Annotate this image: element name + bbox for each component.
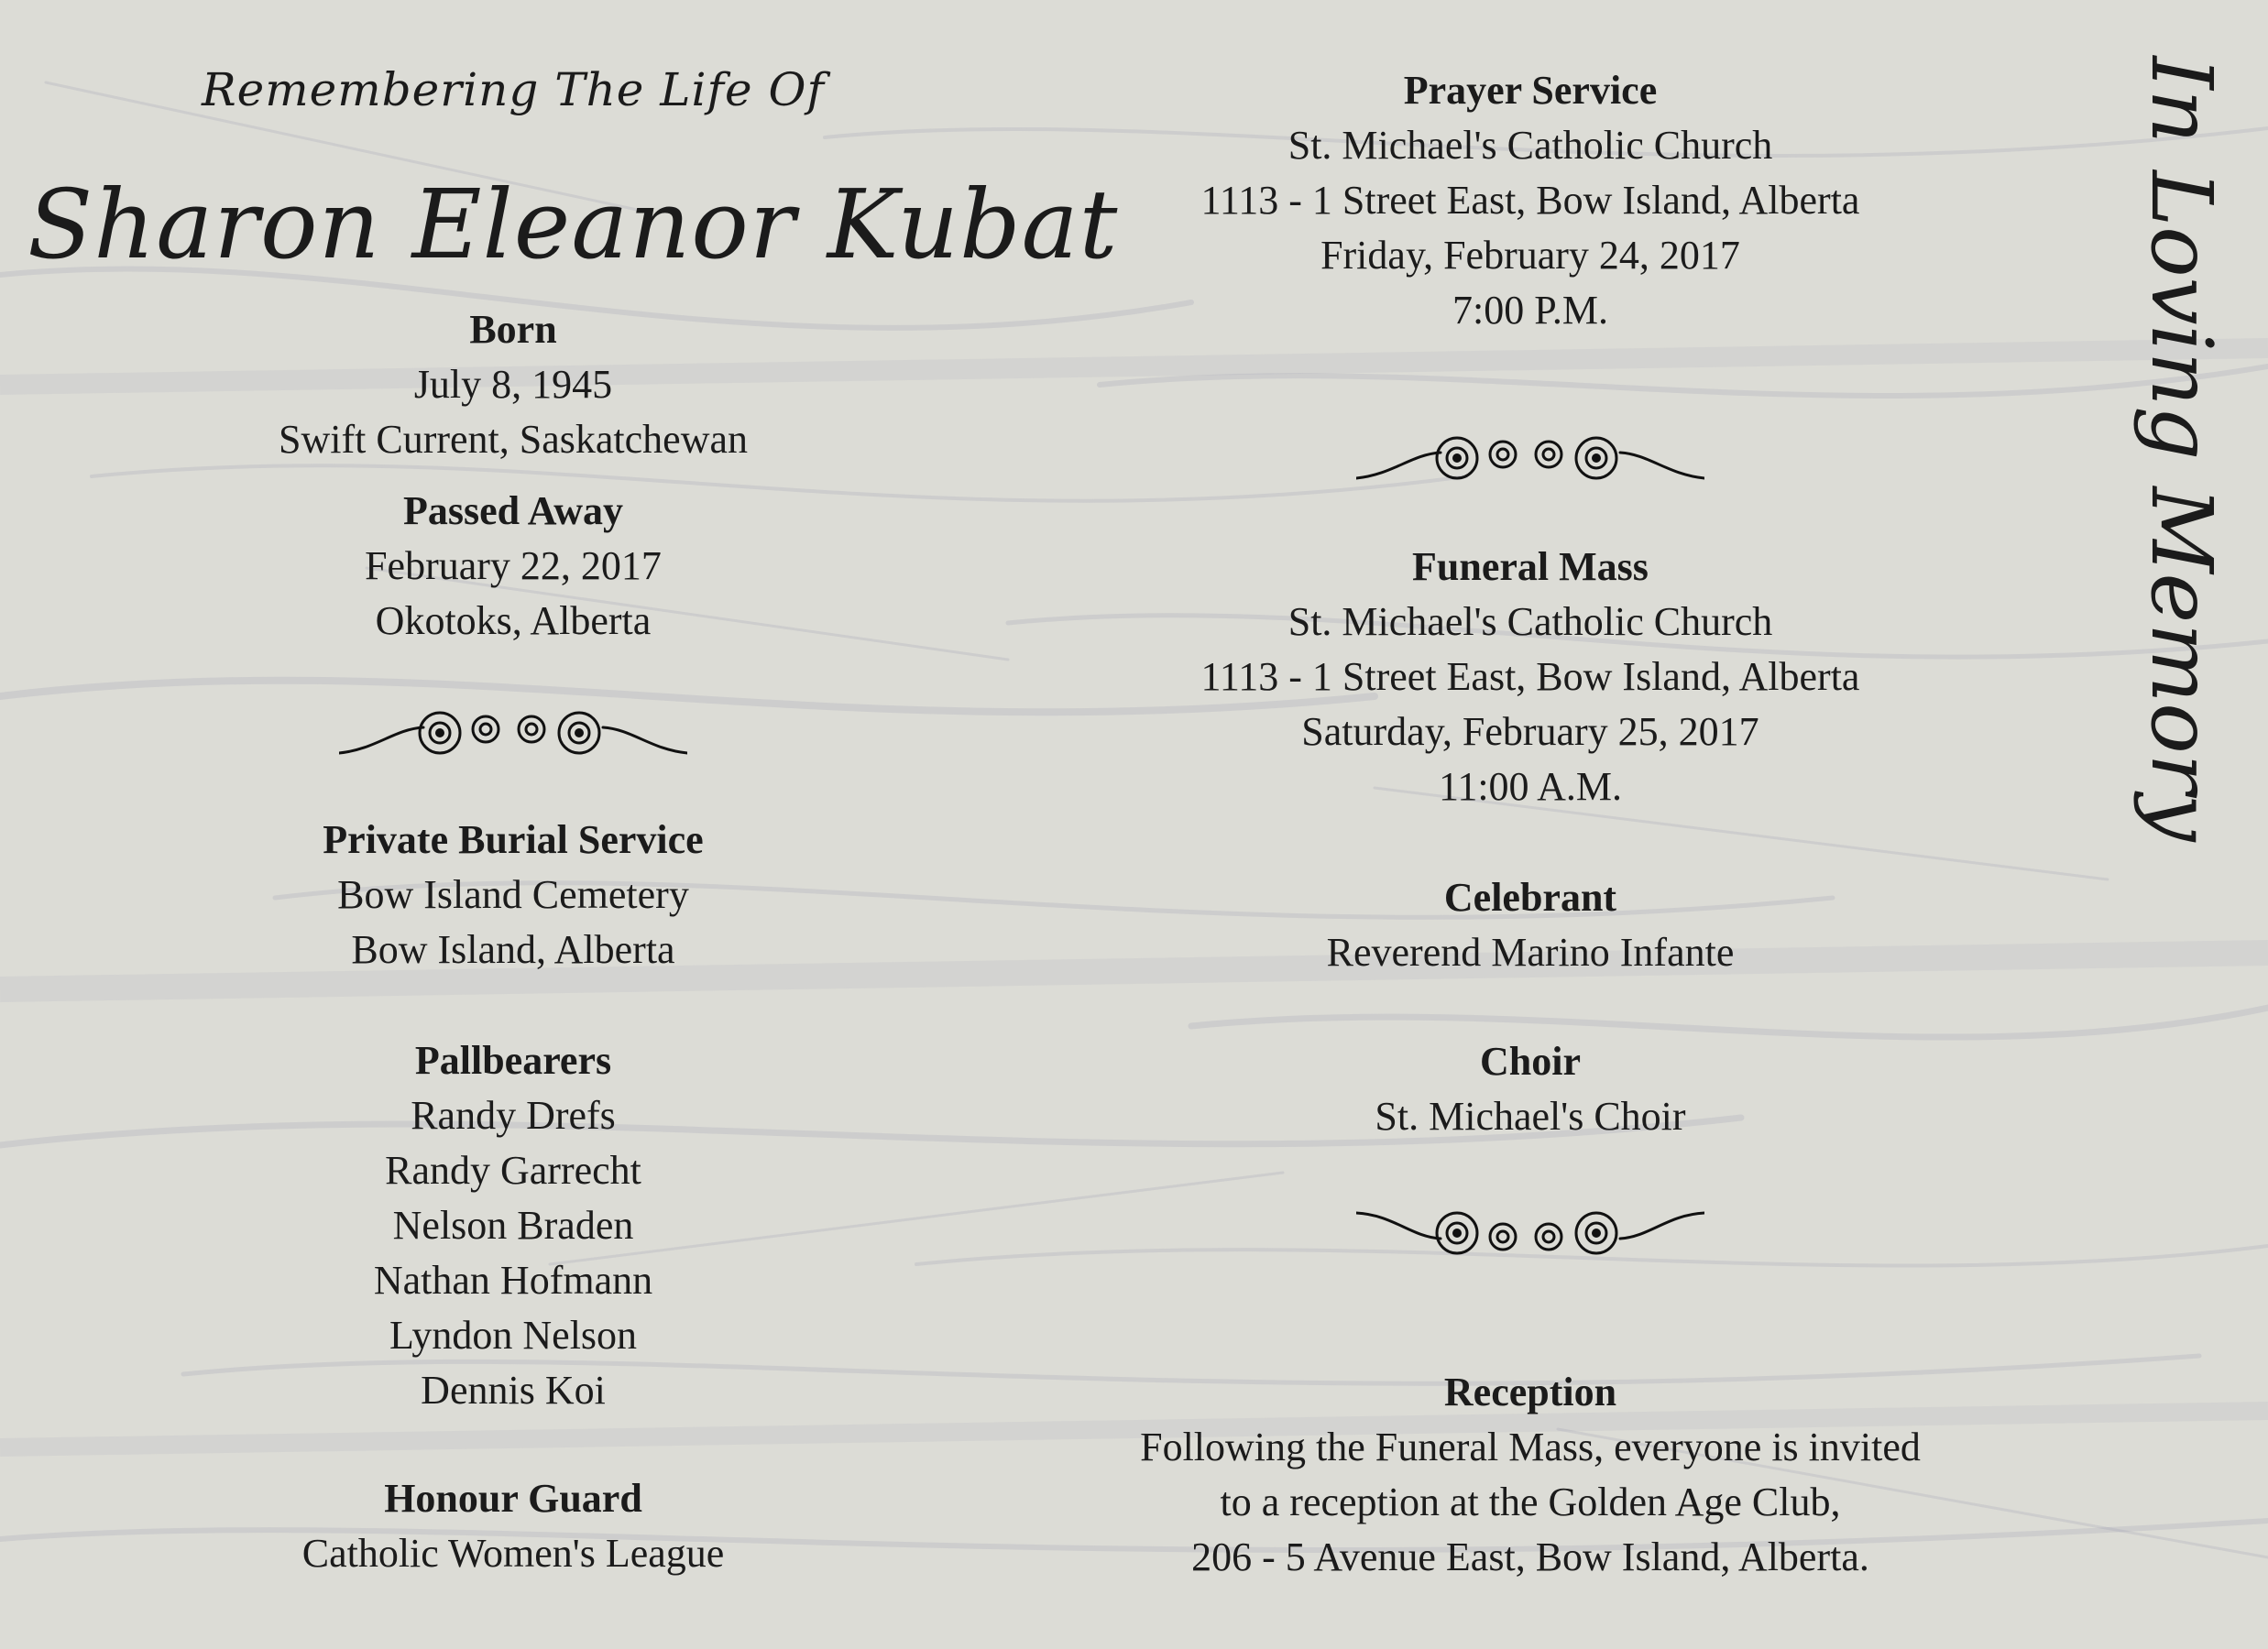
prayer-service-time: 7:00 P.M. xyxy=(1452,288,1608,333)
reception-line: Following the Funeral Mass, everyone is invited xyxy=(1140,1425,1921,1469)
pallbearer-name: Nelson Braden xyxy=(392,1203,634,1248)
choir-section xyxy=(1026,1034,2034,1144)
pallbearer-name: Dennis Koi xyxy=(421,1368,606,1413)
honour-guard-section xyxy=(55,1471,971,1581)
born-heading: Born xyxy=(469,307,557,352)
reception-line: to a reception at the Golden Age Club, xyxy=(1220,1480,1841,1524)
pallbearer-name: Lyndon Nelson xyxy=(389,1313,638,1358)
funeral-mass-section xyxy=(1026,540,2034,814)
burial-location: Bow Island Cemetery xyxy=(337,872,689,917)
passed-away-date: February 22, 2017 xyxy=(365,543,662,588)
prayer-service-heading: Prayer Service xyxy=(1403,68,1658,113)
burial-place: Bow Island, Alberta xyxy=(351,927,675,972)
funeral-mass-address: 1113 - 1 Street East, Bow Island, Alberta xyxy=(1200,654,1860,699)
choir-name: St. Michael's Choir xyxy=(1375,1094,1686,1139)
prayer-service-church: St. Michael's Catholic Church xyxy=(1287,123,1773,168)
born-place: Swift Current, Saskatchewan xyxy=(279,417,748,462)
funeral-mass-heading: Funeral Mass xyxy=(1412,544,1649,589)
born-date: July 8, 1945 xyxy=(413,362,613,407)
ornamental-divider-icon xyxy=(1356,427,1704,491)
in-loving-memory-title: In Loving Memory xyxy=(2132,56,2230,842)
pallbearers-heading: Pallbearers xyxy=(414,1038,612,1083)
prayer-service-section xyxy=(1026,63,2034,338)
pallbearers-section xyxy=(55,1033,971,1418)
celebrant-heading: Celebrant xyxy=(1443,875,1617,920)
prayer-service-address: 1113 - 1 Street East, Bow Island, Alberta xyxy=(1200,178,1860,223)
reception-section xyxy=(1026,1365,2034,1585)
remembering-heading: Remembering The Life Of xyxy=(202,63,825,116)
burial-heading: Private Burial Service xyxy=(323,817,704,862)
reception-line: 206 - 5 Avenue East, Bow Island, Alberta. xyxy=(1191,1534,1869,1579)
ornamental-divider-icon xyxy=(339,702,687,766)
celebrant-name: Reverend Marino Infante xyxy=(1326,930,1735,975)
funeral-mass-church: St. Michael's Catholic Church xyxy=(1287,599,1773,644)
reception-heading: Reception xyxy=(1443,1370,1617,1414)
honour-guard-name: Catholic Women's League xyxy=(301,1531,725,1576)
pallbearer-name: Randy Garrecht xyxy=(385,1148,641,1193)
prayer-service-date: Friday, February 24, 2017 xyxy=(1320,233,1740,278)
ornamental-divider-icon xyxy=(1356,1198,1704,1262)
passed-away-section xyxy=(55,484,971,649)
funeral-mass-date: Saturday, February 25, 2017 xyxy=(1301,709,1759,754)
passed-away-heading: Passed Away xyxy=(403,488,623,533)
deceased-name: Sharon Eleanor Kubat xyxy=(27,169,1119,280)
passed-away-place: Okotoks, Alberta xyxy=(375,598,652,643)
honour-guard-heading: Honour Guard xyxy=(384,1476,642,1521)
celebrant-section xyxy=(1026,870,2034,980)
born-section xyxy=(55,302,971,467)
pallbearer-name: Nathan Hofmann xyxy=(373,1258,653,1303)
pallbearer-name: Randy Drefs xyxy=(411,1093,616,1138)
choir-heading: Choir xyxy=(1480,1039,1581,1084)
vertical-title-container xyxy=(2132,56,2230,842)
burial-section xyxy=(55,813,971,977)
funeral-mass-time: 11:00 A.M. xyxy=(1438,764,1623,809)
